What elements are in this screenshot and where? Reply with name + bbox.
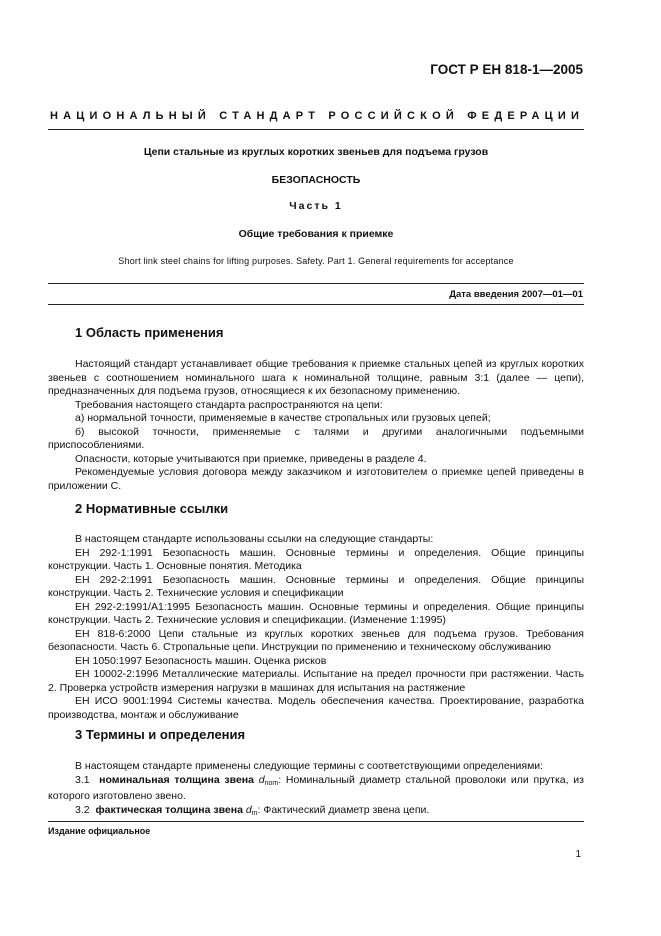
term-number: 3.2 <box>75 803 90 816</box>
list-item: а) нормальной точности, применяемые в качестве стропальных или грузовых цепей; <box>75 412 491 424</box>
paragraph: Рекомендуемые условия договора между заказчиком и изготовителем о приемке цепей приведены в приложении С. <box>48 466 584 492</box>
section-1-body <box>48 358 584 493</box>
reference-item: ЕН 818-6:2000 Цепи стальные из круглых коротких звеньев для подъема грузов. Требования безопасности. Часть 6. Стропальные цепи. Инструкции по применению и техническому обслуживанию <box>48 627 584 653</box>
introduction-date: Дата введения 2007—01—01 <box>449 289 583 300</box>
reference-item: ЕН 1050:1997 Безопасность машин. Оценка рисков <box>75 654 327 667</box>
reference-item: ЕН 10002-2:1996 Металлические материалы. Испытание на предел прочности при растяжении. Часть 2. Проверка устройств измерения нагрузки в машинах для испытания на растяжение <box>48 668 584 694</box>
section-2-body <box>48 533 584 722</box>
standard-code: ГОСТ Р ЕН 818-1—2005 <box>430 62 583 77</box>
term-symbol: d <box>258 773 265 786</box>
paragraph: Опасности, которые учитываются при приемке, приведены в разделе 4. <box>75 452 427 465</box>
paragraph: В настоящем стандарте применены следующие термины с соответствующими определениями: <box>75 760 544 772</box>
section-1-heading: 1 Область применения <box>75 325 224 340</box>
term-subscript: m <box>251 809 258 817</box>
document-subtitle: БЕЗОПАСНОСТЬ <box>271 174 361 186</box>
term-number: 3.1 <box>75 773 90 786</box>
term-symbol: d <box>245 803 252 816</box>
term-name: фактическая толщина звена <box>95 803 243 816</box>
title-divider <box>48 283 584 284</box>
list-item: б) высокой точности, применяемые с талями и другими аналогичными подъемными приспособлениями. <box>48 425 584 451</box>
section-3-heading: 3 Термины и определения <box>75 727 246 742</box>
paragraph: Настоящий стандарт устанавливает общие требования к приемке стальных цепей из круглых коротких звеньев с соотношением номинального шага к номинальной толщине, равным 3:1 (далее — цепи), предназначенных для подъема грузов, относящиеся к их безопасному применению. <box>48 358 584 397</box>
term-definition <box>48 774 584 804</box>
official-edition-label: Издание официальное <box>48 826 151 836</box>
reference-item: ЕН 292-2:1991/А1:1995 Безопасность машин. Основные термины и определения. Общие принципы конструкции. Часть 2. Технические условия и спецификации. (Изменение 1:1995) <box>48 600 584 626</box>
document-title: Цепи стальные из круглых коротких звеньев для подъема грузов <box>143 146 489 158</box>
term-subscript: nom <box>264 779 279 787</box>
page-number: 1 <box>575 849 581 860</box>
reference-item: ЕН 292-1:1991 Безопасность машин. Основные термины и определения. Общие принципы конструкции. Часть 1. Основные понятия. Методика <box>48 546 584 572</box>
term-name: номинальная толщина звена <box>99 773 254 786</box>
paragraph: В настоящем стандарте использованы ссылки на следующие стандарты: <box>75 533 434 545</box>
header-divider <box>48 129 584 130</box>
paragraph: Требования настоящего стандарта распространяются на цепи: <box>75 398 383 411</box>
national-standard-banner: НАЦИОНАЛЬНЫЙ СТАНДАРТ РОССИЙСКОЙ ФЕДЕРАЦИИ <box>49 110 585 122</box>
date-divider <box>48 304 584 305</box>
english-title: Short link steel chains for lifting purposes. Safety. Part 1. General requirements for acceptance <box>118 256 514 266</box>
document-part-title: Общие требования к приемке <box>238 228 394 240</box>
term-text: : Номинальный диаметр стальной проволоки или прутка, из которого изготовлено звено. <box>48 773 584 802</box>
footer-divider <box>48 821 584 822</box>
term-definition <box>48 804 584 821</box>
term-text: : Фактический диаметр звена цепи. <box>257 803 430 816</box>
reference-item: ЕН ИСО 9001:1994 Системы качества. Модель обеспечения качества. Проектирование, разработка производства, монтаж и обслуживание <box>48 695 584 721</box>
reference-item: ЕН 292-2:1991 Безопасность машин. Основные термины и определения. Общие принципы конструкции. Часть 2. Технические условия и спецификации <box>48 573 584 599</box>
document-part: Часть 1 <box>289 200 343 212</box>
section-3-body <box>48 760 584 820</box>
section-2-heading: 2 Нормативные ссылки <box>75 501 229 516</box>
